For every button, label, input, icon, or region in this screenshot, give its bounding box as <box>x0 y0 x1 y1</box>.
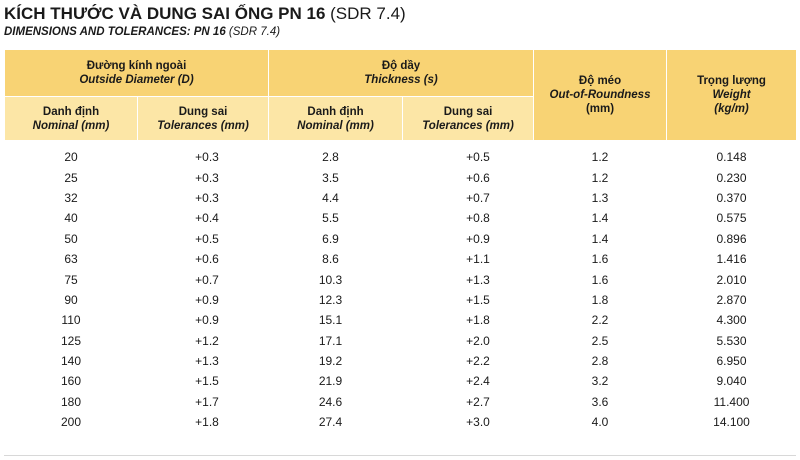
weight-cell: 0.230 <box>716 170 747 185</box>
header-thickness-vi: Độ dầy <box>381 60 421 72</box>
th-tolerance-cell: +1.5 <box>466 292 490 307</box>
header-th-nominal <box>269 97 403 141</box>
th-nominal-cell: 19.2 <box>318 354 343 369</box>
out-of-roundness-cell: 1.4 <box>591 211 609 226</box>
weight-cell: 0.148 <box>716 150 747 165</box>
header-thickness-en: Thickness (s) <box>364 74 438 86</box>
th-nominal-cell: 27.4 <box>318 415 343 430</box>
out-of-roundness-cell: 1.6 <box>591 252 609 267</box>
od-tolerance-cell: +1.7 <box>195 394 219 409</box>
od-nominal-cell: 20 <box>64 150 78 165</box>
th-nominal-cell: 12.3 <box>318 292 343 307</box>
weight-cell: 2.010 <box>716 272 747 287</box>
header-th-tolerance <box>403 97 534 141</box>
th-tolerance-cell: +1.1 <box>466 252 490 267</box>
weight-cell: 1.416 <box>716 252 747 267</box>
th-nominal-cell: 8.6 <box>322 252 339 267</box>
out-of-roundness-cell: 3.6 <box>591 394 609 409</box>
od-nominal-cell: 40 <box>64 211 78 226</box>
table-row <box>5 188 797 208</box>
th-nominal-cell: 24.6 <box>318 394 343 409</box>
header-weight-en: Weight <box>712 89 751 101</box>
th-nominal-cell: 15.1 <box>318 313 343 328</box>
od-tolerance-cell: +0.9 <box>195 313 219 328</box>
od-tolerance-cell: +0.3 <box>195 190 219 205</box>
od-nominal-cell: 200 <box>60 415 82 430</box>
table-header <box>5 50 797 141</box>
od-tolerance-cell: +0.3 <box>195 170 219 185</box>
header-od-tolerance <box>138 97 269 141</box>
od-nominal-cell: 32 <box>64 190 78 205</box>
out-of-roundness-cell: 1.2 <box>591 170 609 185</box>
od-nominal-cell: 125 <box>60 333 82 348</box>
header-out-of-roundness-unit: (mm) <box>585 103 615 115</box>
header-out-of-roundness-en: Out-of-Roundness <box>549 89 651 101</box>
th-nominal-cell: 4.4 <box>322 190 339 205</box>
od-nominal-cell: 180 <box>60 394 82 409</box>
table-row <box>5 269 797 289</box>
subtitle-suffix: (SDR 7.4) <box>225 26 281 38</box>
header-weight-unit: (kg/m) <box>714 103 749 115</box>
header-od-nominal <box>5 97 138 141</box>
out-of-roundness-cell: 1.4 <box>591 231 609 246</box>
th-tolerance-cell: +1.3 <box>466 272 490 287</box>
header-od-tolerance-vi: Dung sai <box>178 105 228 118</box>
page-title <box>4 4 406 24</box>
out-of-roundness-cell: 3.2 <box>591 374 609 389</box>
od-nominal-cell: 25 <box>64 170 78 185</box>
header-od-nominal-vi: Danh định <box>42 105 100 118</box>
table-row <box>5 371 797 391</box>
header-out-of-roundness <box>534 50 667 141</box>
th-tolerance-cell: +2.0 <box>466 333 490 348</box>
weight-cell: 0.370 <box>716 190 747 205</box>
out-of-roundness-cell: 1.6 <box>591 272 609 287</box>
table-row <box>5 290 797 310</box>
table-row <box>5 167 797 187</box>
th-nominal-cell: 21.9 <box>318 374 343 389</box>
out-of-roundness-cell: 2.5 <box>591 333 609 348</box>
header-outside-diameter <box>5 50 269 97</box>
th-tolerance-cell: +0.9 <box>466 231 490 246</box>
od-nominal-cell: 110 <box>61 313 81 328</box>
th-tolerance-cell: +0.8 <box>466 211 490 226</box>
weight-cell: 2.870 <box>716 292 747 307</box>
out-of-roundness-cell: 1.8 <box>591 292 609 307</box>
table-row <box>5 351 797 371</box>
weight-cell: 6.950 <box>716 354 747 369</box>
table-row <box>5 229 797 249</box>
th-tolerance-cell: +2.4 <box>466 374 490 389</box>
table-row <box>5 141 797 168</box>
th-tolerance-cell: +1.8 <box>466 313 490 328</box>
weight-cell: 4.300 <box>716 313 747 328</box>
od-tolerance-cell: +0.7 <box>195 272 219 287</box>
title-suffix: (SDR 7.4) <box>325 4 406 23</box>
header-thickness <box>269 50 534 97</box>
th-tolerance-cell: +3.0 <box>466 415 490 430</box>
th-tolerance-cell: +2.7 <box>466 394 490 409</box>
table-row <box>5 249 797 269</box>
od-nominal-cell: 160 <box>60 374 82 389</box>
weight-cell: 14.100 <box>713 415 750 430</box>
table-body <box>5 141 797 433</box>
th-nominal-cell: 2.8 <box>322 150 339 165</box>
table-row <box>5 392 797 412</box>
table-row <box>5 310 797 330</box>
th-tolerance-cell: +0.7 <box>466 190 490 205</box>
od-tolerance-cell: +0.4 <box>195 211 219 226</box>
header-th-tolerance-en: Tolerances (mm) <box>422 119 514 132</box>
weight-cell: 9.040 <box>716 374 747 389</box>
table-bottom-divider <box>4 455 796 456</box>
title-main: KÍCH THƯỚC VÀ DUNG SAI ỐNG PN 16 <box>4 4 326 23</box>
od-nominal-cell: 90 <box>64 292 78 307</box>
header-out-of-roundness-vi: Độ méo <box>578 75 622 87</box>
out-of-roundness-cell: 1.3 <box>591 190 609 205</box>
od-tolerance-cell: +1.8 <box>195 415 219 430</box>
header-th-tolerance-vi: Dung sai <box>443 105 493 118</box>
header-weight <box>667 50 797 141</box>
od-nominal-cell: 50 <box>64 231 78 246</box>
th-tolerance-cell: +2.2 <box>466 354 490 369</box>
th-nominal-cell: 17.1 <box>318 333 343 348</box>
od-nominal-cell: 140 <box>60 354 82 369</box>
od-tolerance-cell: +0.3 <box>195 150 219 165</box>
table-row <box>5 208 797 228</box>
od-nominal-cell: 75 <box>64 272 78 287</box>
header-th-nominal-vi: Danh định <box>307 105 364 118</box>
header-outside-diameter-en: Outside Diameter (D) <box>79 74 194 86</box>
th-nominal-cell: 3.5 <box>322 170 339 185</box>
page-subtitle <box>4 26 280 38</box>
table-row <box>5 412 797 432</box>
od-tolerance-cell: +0.6 <box>195 252 219 267</box>
out-of-roundness-cell: 2.2 <box>591 313 609 328</box>
out-of-roundness-cell: 1.2 <box>591 150 609 165</box>
weight-cell: 5.530 <box>716 333 747 348</box>
od-tolerance-cell: +1.3 <box>195 354 219 369</box>
od-tolerance-cell: +0.5 <box>195 231 219 246</box>
header-outside-diameter-vi: Đường kính ngoài <box>86 60 187 72</box>
od-tolerance-cell: +1.5 <box>195 374 219 389</box>
th-nominal-cell: 5.5 <box>322 211 339 226</box>
header-od-nominal-en: Nominal (mm) <box>32 119 110 132</box>
th-tolerance-cell: +0.6 <box>466 170 490 185</box>
table-row <box>5 331 797 351</box>
th-nominal-cell: 6.9 <box>322 231 339 246</box>
weight-cell: 0.896 <box>716 231 747 246</box>
subtitle-main: DIMENSIONS AND TOLERANCES: PN 16 <box>4 26 226 38</box>
dimensions-table <box>4 49 797 432</box>
out-of-roundness-cell: 2.8 <box>591 354 609 369</box>
od-tolerance-cell: +0.9 <box>195 292 219 307</box>
header-weight-vi: Trọng lượng <box>697 75 766 87</box>
th-tolerance-cell: +0.5 <box>466 150 490 165</box>
out-of-roundness-cell: 4.0 <box>591 415 609 430</box>
od-tolerance-cell: +1.2 <box>195 333 219 348</box>
th-nominal-cell: 10.3 <box>318 272 343 287</box>
weight-cell: 11.400 <box>713 394 750 409</box>
header-od-tolerance-en: Tolerances (mm) <box>157 119 249 132</box>
od-nominal-cell: 63 <box>64 252 78 267</box>
header-th-nominal-en: Nominal (mm) <box>297 119 374 132</box>
weight-cell: 0.575 <box>716 211 747 226</box>
